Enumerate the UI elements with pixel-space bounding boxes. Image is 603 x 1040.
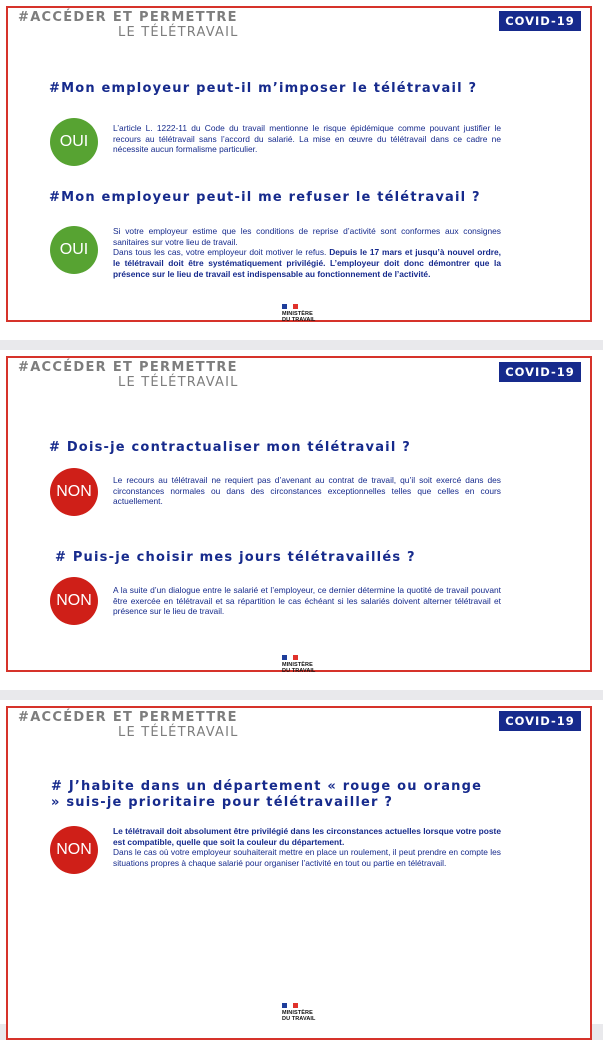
question-title: #Mon employeur peut-il me refuser le télétravail ? (49, 190, 481, 205)
answer-text-span: Le recours au télétravail ne requiert pas d’avenant au contrat de travail, qu’il soit exercé dans des circonstances normales ou dans des circonstances exceptionnelles telles que celles en cours actuellement. (113, 475, 501, 507)
header-title: #ACCÉDER ET PERMETTRE (18, 710, 238, 725)
answer-text-span: Dans tous les cas, votre employeur doit motiver le refus. (113, 247, 330, 258)
header-subtitle: LE TÉLÉTRAVAIL (118, 25, 239, 40)
slide-1 (0, 0, 603, 340)
header-subtitle: LE TÉLÉTRAVAIL (118, 725, 239, 740)
answer-oui-badge: OUI (50, 226, 98, 274)
question-title: #Mon employeur peut-il m’imposer le télétravail ? (49, 81, 478, 96)
answer-non-badge: NON (50, 826, 98, 874)
answer-text-span: Dans le cas où votre employeur souhaiterait mettre en place un roulement, il peut prendre en compte les situations propres à chaque salarié pour organiser l’activité en tout ou partie en télétravail. (113, 847, 501, 869)
slide-3 (0, 700, 603, 1024)
flag-icon (282, 655, 298, 660)
answer-text-bold: Le télétravail doit absolument être privilégié dans les circonstances actuelles lorsque votre poste est compatible, quelle que soit la couleur du département. (113, 826, 501, 847)
slide-frame (6, 706, 592, 1040)
covid-badge: COVID-19 (499, 362, 581, 382)
flag-icon (282, 1003, 298, 1008)
header-title: #ACCÉDER ET PERMETTRE (18, 10, 238, 25)
answer-text-span: Si votre employeur estime que les conditions de reprise d’activité sont conformes aux consignes sanitaires sur votre lieu de travail. (113, 226, 501, 247)
answer-non-badge: NON (50, 577, 98, 625)
question-title: # J’habite dans un département « rouge ou orange » suis-je prioritaire pour télétravailler ? (51, 779, 483, 810)
answer-non-badge: NON (50, 468, 98, 516)
answer-oui-badge: OUI (50, 118, 98, 166)
header-title: #ACCÉDER ET PERMETTRE (18, 360, 238, 375)
covid-badge: COVID-19 (499, 711, 581, 731)
answer-text (113, 226, 501, 280)
answer-text-bold: Depuis le 17 mars et jusqu’à nouvel ordre, le télétravail doit être systématiquement privilégié. L’employeur doit donc démontrer que la présence sur le lieu de travail est indispensable au fonctionnement de l’activité. (113, 247, 501, 279)
answer-text (113, 475, 501, 507)
answer-text (113, 123, 501, 155)
flag-icon (282, 304, 298, 309)
slide-2 (0, 350, 603, 690)
ministere-logo: MINISTÈRE DU TRAVAIL (282, 1003, 322, 1022)
question-title: # Dois-je contractualiser mon télétravail ? (49, 440, 411, 455)
ministere-logo: MINISTÈRE DU TRAVAIL (282, 304, 322, 323)
answer-text (113, 585, 501, 617)
answer-text (113, 826, 501, 869)
slide-frame (6, 356, 592, 672)
ministere-logo: MINISTÈRE DU TRAVAIL (282, 655, 322, 674)
covid-badge: COVID-19 (499, 11, 581, 31)
question-title: # Puis-je choisir mes jours télétravaillés ? (55, 550, 416, 565)
answer-text-span: L’article L. 1222-11 du Code du travail mentionne le risque épidémique comme pouvant justifier le recours au télétravail sans l’accord du salarié. La mise en œuvre du télétravail dans ce cadre ne nécessite aucun formalisme particulier. (113, 123, 501, 155)
answer-text-span: A la suite d’un dialogue entre le salarié et l’employeur, ce dernier détermine la quotité de travail pouvant être exercée en télétravail et sa répartition le cas échéant si les salariés doivent alterner télétravail et présence sur le lieu de travail. (113, 585, 501, 617)
header-subtitle: LE TÉLÉTRAVAIL (118, 375, 239, 390)
